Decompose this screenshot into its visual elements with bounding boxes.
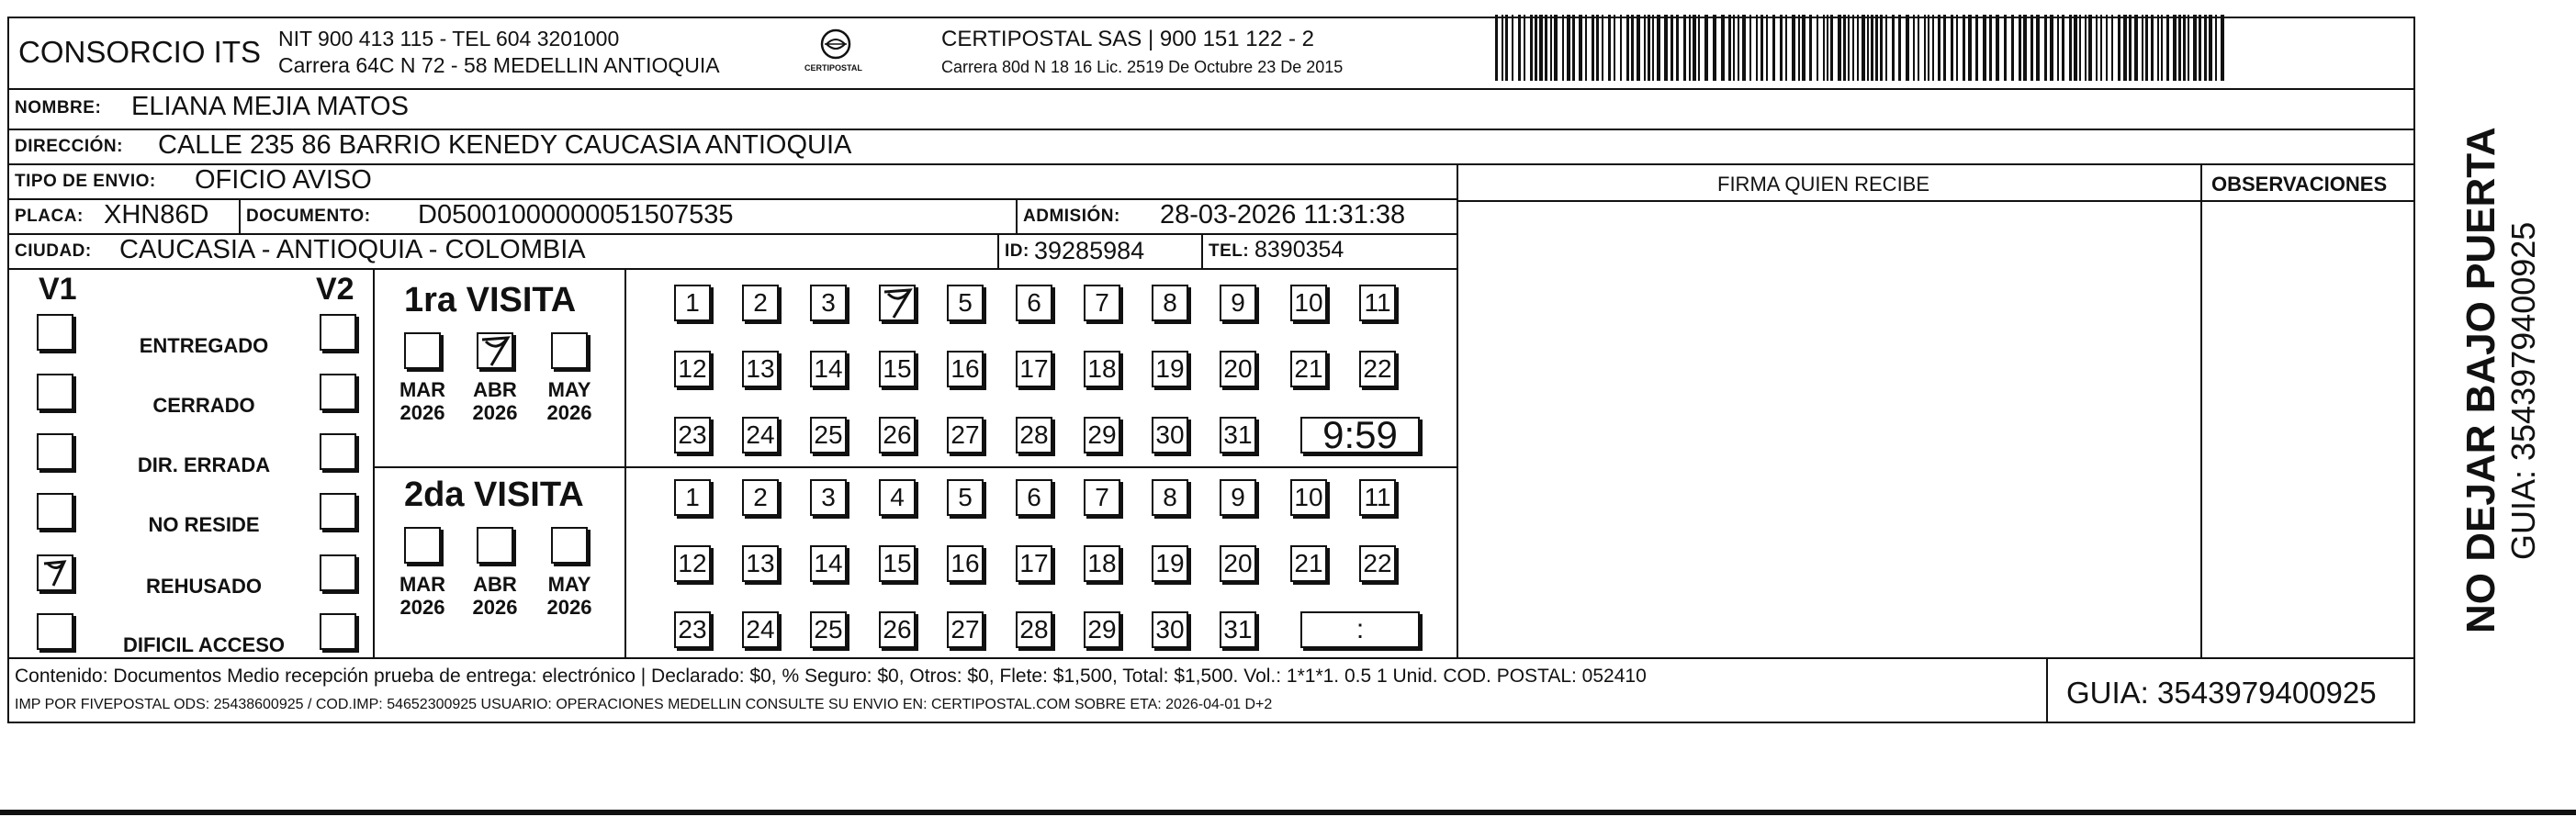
barcode-bar — [2145, 15, 2148, 81]
footer-guia: GUIA: 3543979400925 — [2066, 676, 2377, 710]
barcode-bar — [1938, 15, 1940, 81]
barcode-bar — [1518, 15, 1521, 81]
barcode-bar — [1760, 15, 1763, 81]
day-box[interactable]: 1 — [674, 285, 711, 321]
barcode-bar — [1983, 15, 1986, 81]
barcode-bar — [1728, 15, 1731, 81]
barcode-bar — [2183, 15, 2186, 81]
day-box[interactable]: 14 — [810, 351, 847, 387]
status-checkbox-v2[interactable] — [320, 493, 356, 530]
month-checkbox[interactable] — [477, 527, 513, 564]
barcode-bar — [1862, 15, 1865, 81]
barcode-bar — [2123, 15, 2127, 81]
status-label: DIR. ERRADA — [137, 453, 271, 476]
day-box[interactable]: 17 — [1016, 351, 1052, 387]
logo-text: CERTIPOSTAL — [804, 63, 862, 73]
barcode-bar — [1713, 15, 1716, 81]
barcode-bar — [2193, 15, 2197, 81]
barcode-bar — [2166, 15, 2169, 81]
barcode-bar — [2044, 15, 2047, 81]
status-label: CERRADO — [152, 394, 255, 417]
ciudad-value: CAUCASIA - ANTIOQUIA - COLOMBIA — [119, 235, 586, 264]
v2-label: V2 — [316, 272, 354, 307]
day-box[interactable]: 9 — [1220, 285, 1256, 321]
firma-header: FIRMA QUIEN RECIBE — [1717, 173, 1930, 196]
barcode-bar — [1951, 15, 1953, 81]
barcode-bar — [1652, 15, 1654, 81]
barcode-bar — [1918, 15, 1919, 81]
status-label: ENTREGADO — [139, 334, 269, 357]
cell-divider — [1016, 198, 1018, 233]
barcode-bar — [1585, 15, 1587, 81]
barcode-bar — [1968, 15, 1972, 81]
barcode-bar — [1792, 15, 1795, 81]
barcode-bar — [2188, 15, 2189, 81]
day-box[interactable]: 31 — [1220, 417, 1256, 453]
barcode-bar — [1592, 15, 1594, 81]
barcode-bar — [1626, 15, 1629, 81]
barcode-bar — [1749, 15, 1751, 81]
barcode-bar — [1524, 15, 1525, 81]
observaciones-header: OBSERVACIONES — [2211, 173, 2388, 196]
day-box[interactable]: 6 — [1016, 285, 1052, 321]
barcode-bar — [1664, 15, 1668, 81]
time-box[interactable]: 9:59 — [1300, 417, 1420, 453]
observaciones-left-border — [2200, 163, 2202, 657]
day-box[interactable]: 12 — [674, 351, 711, 387]
month-name: ABR — [473, 378, 517, 401]
barcode-bar — [1550, 15, 1552, 81]
day-box[interactable]: 3 — [810, 285, 847, 321]
barcode-bar — [1530, 15, 1533, 81]
day-box[interactable]: 11 — [1359, 479, 1396, 516]
day-box[interactable]: 16 — [947, 545, 984, 582]
barcode-bar — [2199, 15, 2201, 81]
barcode-bar — [2111, 15, 2113, 81]
footer-divider — [7, 657, 2415, 659]
barcode-bar — [2023, 15, 2027, 81]
month-year: 2026 — [546, 596, 592, 620]
cell-divider — [1201, 233, 1203, 268]
day-box[interactable]: 2 — [742, 285, 779, 321]
barcode-bar — [2173, 15, 2177, 81]
tel-label: TEL: — [1209, 241, 1250, 261]
day-box[interactable]: 21 — [1290, 545, 1327, 582]
month-label — [395, 378, 450, 425]
barcode-bar — [2019, 15, 2021, 81]
day-box[interactable]: 4 — [879, 479, 916, 516]
barcode-bar — [2004, 15, 2007, 81]
day-box[interactable]: 9 — [1220, 479, 1256, 516]
placa-value: XHN86D — [104, 200, 209, 229]
barcode-bar — [1924, 15, 1926, 81]
firma-left-border — [1457, 163, 1458, 657]
day-box[interactable]: 24 — [742, 611, 779, 648]
barcode-bar — [1631, 15, 1634, 81]
barcode-bar — [1885, 15, 1887, 81]
barcode-bar — [1928, 15, 1929, 81]
status-label: DIFICIL ACCESO — [122, 633, 285, 656]
day-box[interactable]: 19 — [1152, 545, 1188, 582]
barcode-bar — [2036, 15, 2040, 81]
barcode-bar — [1932, 15, 1934, 81]
barcode-bar — [1572, 15, 1575, 81]
barcode-bar — [1906, 15, 1909, 81]
documento-label: DOCUMENTO: — [246, 207, 371, 226]
admision-value: 28-03-2026 11:31:38 — [1160, 200, 1406, 229]
barcode-bar — [2134, 15, 2138, 81]
barcode-bar — [1644, 15, 1646, 81]
barcode-bar — [2100, 15, 2102, 81]
documento-value: D05001000000051507535 — [418, 200, 734, 229]
month-label — [542, 573, 597, 620]
carrier-line: CERTIPOSTAL SAS | 900 151 122 - 2 — [941, 27, 1314, 51]
day-box[interactable] — [879, 285, 916, 321]
day-box[interactable]: 20 — [1220, 545, 1256, 582]
barcode-bar — [2074, 15, 2077, 81]
footer-guia-divider — [2046, 657, 2048, 723]
month-checkbox[interactable] — [551, 332, 588, 369]
direccion-value: CALLE 235 86 BARRIO KENEDY CAUCASIA ANTIOQUIA — [158, 130, 852, 160]
visita2-title: 2da VISITA — [404, 476, 584, 514]
month-checkbox[interactable] — [404, 332, 441, 369]
barcode-bar — [2118, 15, 2120, 81]
day-box[interactable]: 17 — [1016, 545, 1052, 582]
day-box[interactable]: 20 — [1220, 351, 1256, 387]
footer-content: Contenido: Documentos Medio recepción prueba de entrega: electrónico | Declarado: $0, % Seguro: $0, Otros: $0, Flete: $1,500, Total: $1,500. Vol.: 1*1*1. 0.5 1 Unid. COD. POSTAL: 052410 — [15, 666, 1647, 687]
page-bottom-rule — [0, 810, 2576, 815]
month-year: 2026 — [399, 401, 445, 425]
barcode-bar — [1838, 15, 1841, 81]
status-checkbox-v2[interactable] — [320, 554, 356, 591]
barcode-bar — [1554, 15, 1558, 81]
barcode-bar — [1867, 15, 1869, 81]
barcode-bar — [2050, 15, 2053, 81]
barcode-bar — [2204, 15, 2207, 81]
barcode-bar — [1848, 15, 1850, 81]
barcode-bar — [1704, 15, 1708, 81]
month-year: 2026 — [399, 596, 445, 620]
barcode-bar — [1562, 15, 1564, 81]
barcode-bar — [1637, 15, 1640, 81]
barcode-bar — [1614, 15, 1615, 81]
month-label — [467, 573, 523, 620]
day-box[interactable]: 8 — [1152, 285, 1188, 321]
company-name: CONSORCIO ITS — [18, 35, 262, 69]
barcode-bar — [2221, 15, 2224, 81]
status-label: NO RESIDE — [148, 513, 260, 536]
barcode-bar — [2088, 15, 2092, 81]
barcode-bar — [1843, 15, 1846, 81]
day-box[interactable]: 26 — [879, 611, 916, 648]
barcode-bar — [2142, 15, 2143, 81]
barcode-bar — [2079, 15, 2081, 81]
barcode-bar — [1802, 15, 1805, 81]
day-box[interactable]: 27 — [947, 417, 984, 453]
barcode-bar — [1567, 15, 1570, 81]
day-box[interactable]: 3 — [810, 479, 847, 516]
v1-label: V1 — [39, 272, 77, 307]
day-box[interactable]: 13 — [742, 351, 779, 387]
header-divider — [7, 88, 2415, 90]
barcode-bar — [2215, 15, 2217, 81]
day-box[interactable]: 22 — [1359, 545, 1396, 582]
month-label — [542, 378, 597, 425]
month-name: MAY — [547, 573, 591, 596]
barcode-bar — [1721, 15, 1725, 81]
nit-line: NIT 900 413 115 - TEL 604 3201000 — [278, 27, 620, 50]
admision-label: ADMISIÓN: — [1023, 207, 1120, 226]
barcode-bar — [1502, 15, 1503, 81]
barcode-bar — [1539, 15, 1543, 81]
barcode-bar — [2011, 15, 2014, 81]
month-year: 2026 — [546, 401, 592, 425]
day-box[interactable]: 29 — [1084, 417, 1120, 453]
barcode-bar — [1943, 15, 1946, 81]
address-line: Carrera 64C N 72 - 58 MEDELLIN ANTIOQUIA — [278, 53, 720, 77]
barcode-bar — [1989, 15, 1992, 81]
barcode-bar — [2057, 15, 2059, 81]
barcode-bar — [1857, 15, 1859, 81]
barcode-bar — [1975, 15, 1978, 81]
barcode-bar — [2178, 15, 2181, 81]
side-guia: GUIA: 3543979400925 — [2504, 221, 2542, 560]
day-box[interactable]: 14 — [810, 545, 847, 582]
month-day-divider — [624, 268, 626, 657]
barcode-bar — [1780, 15, 1783, 81]
barcode-bar — [2106, 15, 2108, 81]
month-label — [467, 378, 523, 425]
month-label — [395, 573, 450, 620]
nombre-label: NOMBRE: — [15, 98, 102, 118]
ciudad-label: CIUDAD: — [15, 241, 92, 261]
month-name: MAR — [399, 378, 446, 401]
barcode-bar — [1823, 15, 1825, 81]
barcode-bar — [1738, 15, 1739, 81]
cell-divider — [239, 198, 241, 233]
barcode-bar — [2069, 15, 2072, 81]
column-header-divider — [1457, 200, 2415, 202]
day-box[interactable]: 8 — [1152, 479, 1188, 516]
barcode-bar — [1809, 15, 1812, 81]
barcode-bar — [1956, 15, 1958, 81]
day-box[interactable]: 6 — [1016, 479, 1052, 516]
barcode-bar — [1657, 15, 1660, 81]
day-box[interactable]: 23 — [674, 611, 711, 648]
day-box[interactable]: 16 — [947, 351, 984, 387]
day-box[interactable]: 7 — [1084, 479, 1120, 516]
day-box[interactable]: 5 — [947, 479, 984, 516]
month-checkbox[interactable] — [551, 527, 588, 564]
side-warning: NO DEJAR BAJO PUERTA — [2458, 127, 2503, 633]
day-box[interactable]: 11 — [1359, 285, 1396, 321]
barcode-bar — [1963, 15, 1965, 81]
barcode-bar — [1875, 15, 1878, 81]
day-box[interactable]: 2 — [742, 479, 779, 516]
barcode-bar — [2151, 15, 2154, 81]
barcode-bar — [1892, 15, 1895, 81]
barcode-bar — [1798, 15, 1800, 81]
row-divider — [7, 268, 1458, 270]
day-box[interactable]: 1 — [674, 479, 711, 516]
barcode-bar — [1545, 15, 1547, 81]
barcode-bar — [1648, 15, 1650, 81]
barcode-bar — [1676, 15, 1679, 81]
day-box[interactable]: 21 — [1290, 351, 1327, 387]
barcode-bar — [1817, 15, 1818, 81]
barcode-bar — [1670, 15, 1673, 81]
barcode-bar — [1913, 15, 1915, 81]
barcode-bar — [1830, 15, 1833, 81]
carrier-address: Carrera 80d N 18 16 Lic. 2519 De Octubre 23 De 2015 — [941, 58, 1344, 76]
barcode-bar — [1772, 15, 1775, 81]
day-box[interactable]: 15 — [879, 351, 916, 387]
day-box[interactable]: 22 — [1359, 351, 1396, 387]
barcode-bar — [2161, 15, 2163, 81]
barcode-bar — [1756, 15, 1758, 81]
barcode-bar — [2030, 15, 2033, 81]
month-name: MAR — [399, 573, 446, 596]
status-divider — [373, 268, 375, 657]
day-box[interactable]: 27 — [947, 611, 984, 648]
day-box[interactable]: 28 — [1016, 417, 1052, 453]
barcode-bar — [1733, 15, 1735, 81]
barcode-bar — [1608, 15, 1611, 81]
visita1-title: 1ra VISITA — [404, 281, 577, 319]
month-checkbox[interactable] — [477, 332, 513, 369]
id-label: ID: — [1005, 241, 1029, 261]
status-checkbox-v2[interactable] — [320, 374, 356, 410]
status-checkbox-v2[interactable] — [320, 314, 356, 351]
barcode-bar — [1602, 15, 1603, 81]
day-box[interactable]: 18 — [1084, 351, 1120, 387]
day-box[interactable]: 30 — [1152, 611, 1188, 648]
day-box[interactable]: 10 — [1290, 285, 1327, 321]
barcode-bar — [1742, 15, 1746, 81]
day-box[interactable]: 30 — [1152, 417, 1188, 453]
barcode-bar — [2096, 15, 2098, 81]
day-box[interactable]: 12 — [674, 545, 711, 582]
tel-value: 8390354 — [1254, 237, 1344, 263]
month-name: MAY — [547, 378, 591, 401]
barcode-bar — [2062, 15, 2064, 81]
day-box[interactable]: 28 — [1016, 611, 1052, 648]
tipo-label: TIPO DE ENVIO: — [15, 172, 156, 191]
placa-label: PLACA: — [15, 207, 84, 226]
month-year: 2026 — [472, 596, 518, 620]
month-checkbox[interactable] — [404, 527, 441, 564]
barcode-bar — [1512, 15, 1513, 81]
barcode-bar — [1579, 15, 1582, 81]
barcode-bar — [1693, 15, 1696, 81]
day-box[interactable]: 18 — [1084, 545, 1120, 582]
footer-imp: IMP POR FIVEPOSTAL ODS: 25438600925 / COD.IMP: 54652300925 USUARIO: OPERACIONES MEDELLIN CONSULTE SU ENVIO EN: CERTIPOSTAL.COM SOBRE ETA: 2026-04-01 D+2 — [15, 697, 1273, 712]
day-box[interactable]: 5 — [947, 285, 984, 321]
barcode-bar — [1689, 15, 1691, 81]
status-checkbox-v2[interactable] — [320, 433, 356, 470]
barcode-bar — [1505, 15, 1508, 81]
day-box[interactable]: 26 — [879, 417, 916, 453]
barcode-bar — [1880, 15, 1883, 81]
day-box[interactable]: 31 — [1220, 611, 1256, 648]
day-box[interactable]: 23 — [674, 417, 711, 453]
cell-divider — [997, 233, 999, 268]
barcode-bar — [1698, 15, 1700, 81]
barcode-bar — [1535, 15, 1537, 81]
certipostal-logo — [799, 26, 872, 81]
barcode-bar — [1785, 15, 1787, 81]
day-box[interactable]: 13 — [742, 545, 779, 582]
id-value: 39285984 — [1034, 237, 1145, 264]
day-box[interactable]: 19 — [1152, 351, 1188, 387]
barcode-bar — [2129, 15, 2132, 81]
tipo-value: OFICIO AVISO — [195, 165, 372, 195]
barcode-bar — [1996, 15, 1999, 81]
barcode-bar — [1852, 15, 1854, 81]
barcode-bar — [1871, 15, 1873, 81]
barcode-bar — [2085, 15, 2087, 81]
barcode-bar — [2157, 15, 2159, 81]
status-label: REHUSADO — [146, 575, 262, 598]
day-box[interactable]: 10 — [1290, 479, 1327, 516]
barcode-bar — [1620, 15, 1622, 81]
status-checkbox-v2[interactable] — [320, 613, 356, 650]
guide-form-frame — [7, 17, 2415, 723]
day-box[interactable]: 29 — [1084, 611, 1120, 648]
month-name: ABR — [473, 573, 517, 596]
barcode-bar — [1495, 15, 1498, 81]
barcode-bar — [1827, 15, 1828, 81]
day-box[interactable]: 25 — [810, 417, 847, 453]
barcode-bar — [1683, 15, 1686, 81]
barcode-bar — [1766, 15, 1768, 81]
day-box[interactable]: 15 — [879, 545, 916, 582]
day-box[interactable]: 7 — [1084, 285, 1120, 321]
nombre-value: ELIANA MEJIA MATOS — [131, 92, 409, 121]
barcode — [1495, 15, 2230, 81]
barcode-bar — [2209, 15, 2212, 81]
month-year: 2026 — [472, 401, 518, 425]
barcode-bar — [1596, 15, 1599, 81]
barcode-bar — [1898, 15, 1901, 81]
visita-divider — [373, 466, 1458, 468]
time-box[interactable]: : — [1300, 611, 1420, 648]
day-box[interactable]: 24 — [742, 417, 779, 453]
day-box[interactable]: 25 — [810, 611, 847, 648]
direccion-label: DIRECCIÓN: — [15, 137, 123, 156]
